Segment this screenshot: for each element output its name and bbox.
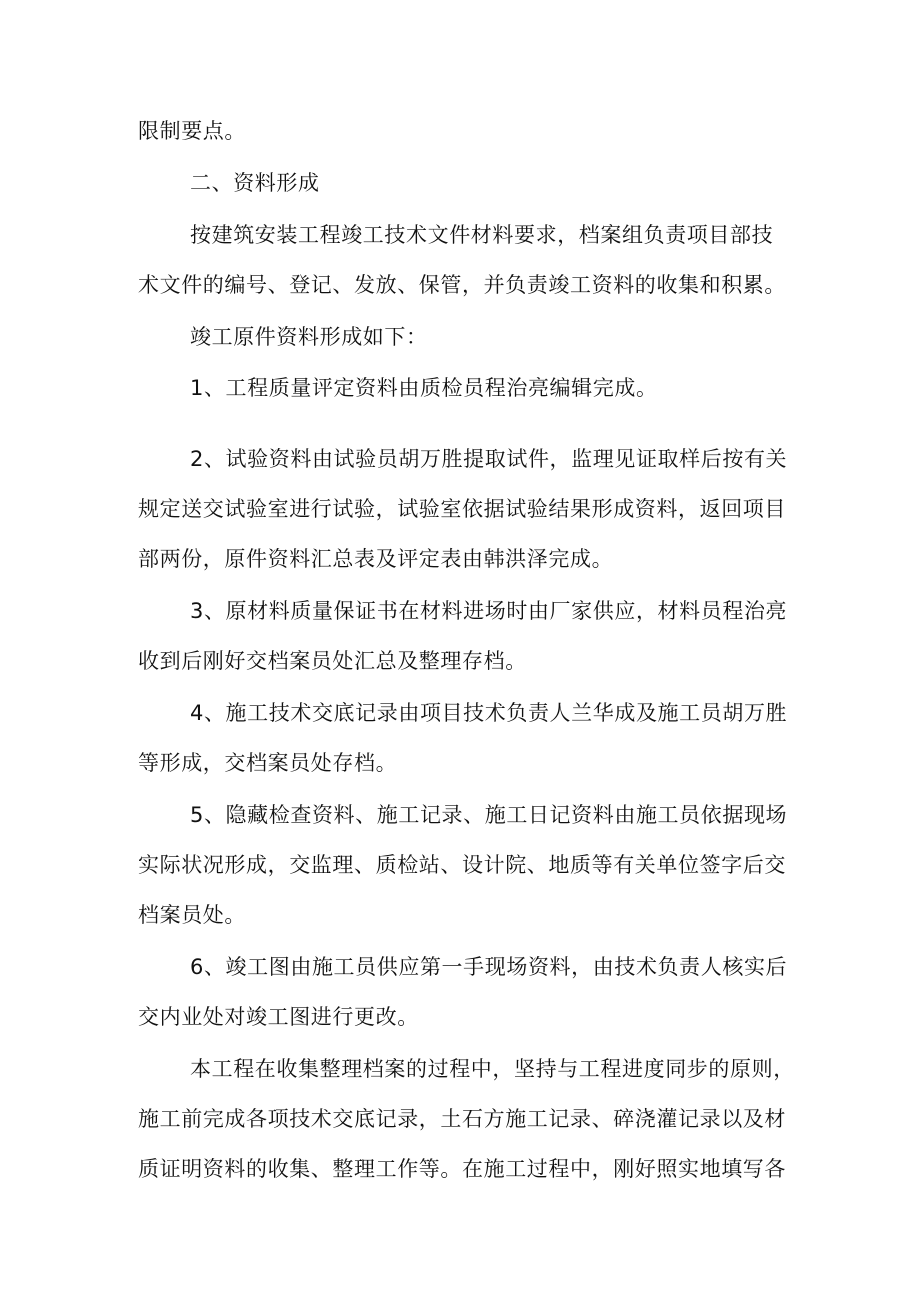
text-line: 按建筑安装工程竣工技术文件材料要求，档案组负责项目部技 — [190, 223, 774, 247]
section-heading: 二、资料形成 — [190, 171, 320, 195]
text-line: 收到后刚好交档案员处汇总及整理存档。 — [138, 649, 527, 673]
text-line: 1、工程质量评定资料由质检员程治亮编辑完成。 — [190, 376, 658, 400]
text-line: 术文件的编号、登记、发放、保管，并负责竣工资料的收集和积累。 — [138, 273, 786, 297]
text-line: 部两份，原件资料汇总表及评定表由韩洪泽完成。 — [138, 547, 614, 571]
text-line: 施工前完成各项技术交底记录，土石方施工记录、碎浇灌记录以及材 — [138, 1107, 786, 1131]
text-line: 实际状况形成，交监理、质检站、设计院、地质等有关单位签字后交 — [138, 853, 786, 877]
text-line: 2、试验资料由试验员胡万胜提取试件，监理见证取样后按有关 — [190, 447, 788, 471]
text-line: 质证明资料的收集、整理工作等。在施工过程中，刚好照实地填写各 — [138, 1157, 786, 1181]
text-line: 本工程在收集整理档案的过程中，坚持与工程进度同步的原则， — [190, 1057, 795, 1081]
text-line: 规定送交试验室进行试验，试验室依据试验结果形成资料，返回项目 — [138, 497, 786, 521]
text-line: 竣工原件资料形成如下： — [190, 325, 428, 349]
text-line: 限制要点。 — [138, 119, 246, 143]
text-line: 交内业处对竣工图进行更改。 — [138, 1005, 419, 1029]
text-line: 4、施工技术交底记录由项目技术负责人兰华成及施工员胡万胜 — [190, 701, 788, 725]
text-line: 5、隐藏检查资料、施工记录、施工日记资料由施工员依据现场 — [190, 803, 788, 827]
text-line: 档案员处。 — [138, 903, 246, 927]
text-line: 6、竣工图由施工员供应第一手现场资料，由技术负责人核实后 — [190, 955, 788, 979]
text-line: 3、原材料质量保证书在材料进场时由厂家供应，材料员程治亮 — [190, 599, 788, 623]
text-line: 等形成，交档案员处存档。 — [138, 751, 398, 775]
